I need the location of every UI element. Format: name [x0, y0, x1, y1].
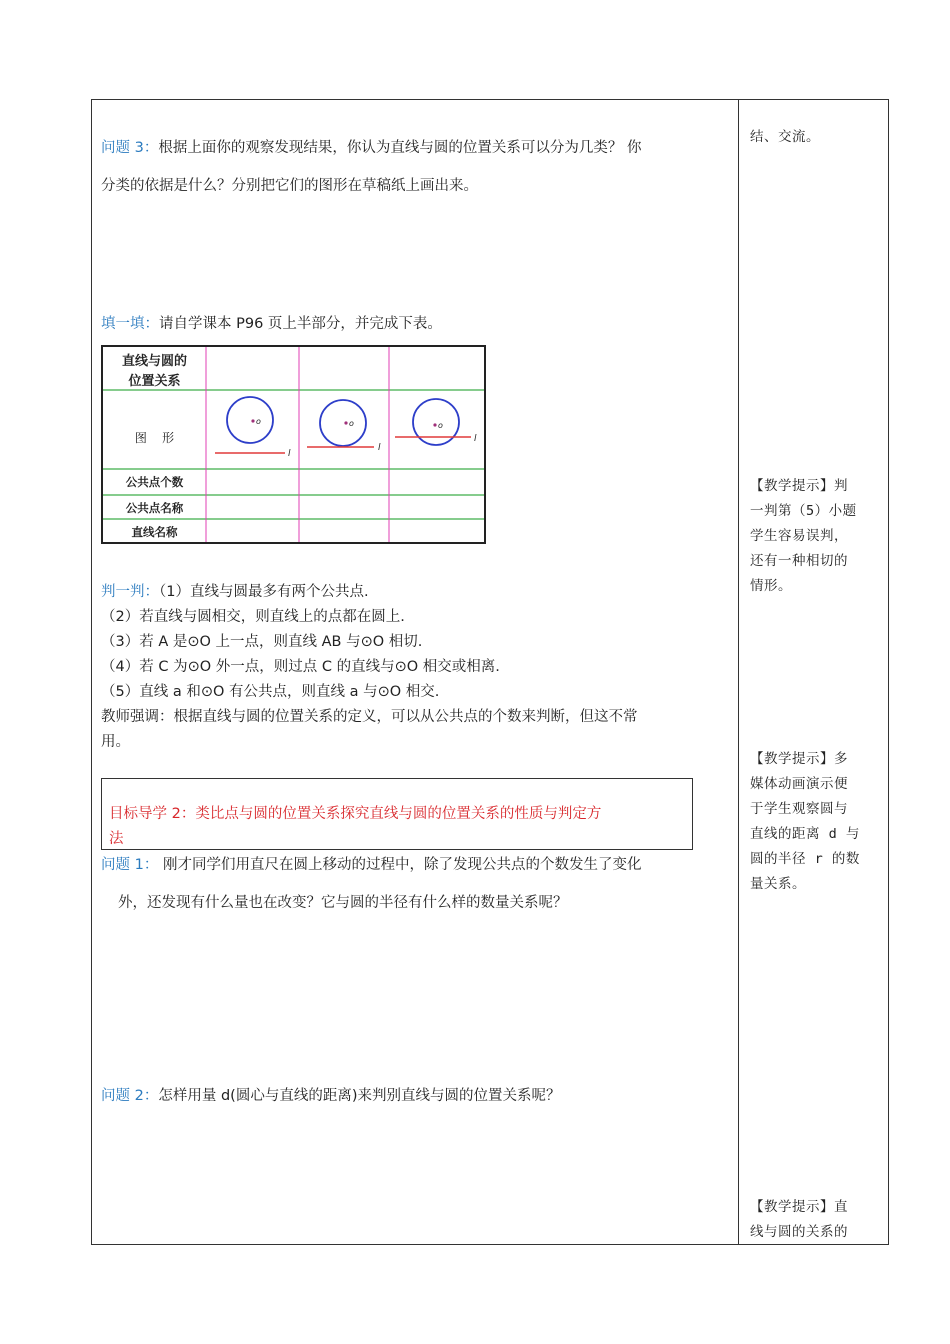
judge-item-4: （4）若 C 为⊙O 外一点，则过点 C 的直线与⊙O 相交或相离.	[101, 659, 500, 675]
table-row-point-name: 公共点名称	[125, 501, 184, 515]
judge-item-2: （2）若直线与圆相交，则直线上的点都在圆上.	[101, 609, 405, 625]
column-divider	[738, 99, 739, 1245]
question-3-line1: 根据上面你的观察发现结果，你认为直线与圆的位置关系可以分为几类？ 你	[158, 140, 642, 156]
question-1-label: 问题 1：	[101, 857, 159, 873]
figure-tangent	[307, 400, 381, 453]
side-teaching-tip-1: 【教学提示】判 一判第（5）小题 学生容易误判， 还有一种相切的 情形。	[750, 478, 857, 594]
table-row-line-name: 直线名称	[131, 525, 178, 539]
judge-item-5: （5）直线 a 和⊙O 有公共点，则直线 a 与⊙O 相交.	[101, 684, 440, 700]
question-2: 问题 2：怎样用量 d(圆心与直线的距离)来判别直线与圆的位置关系呢？	[101, 1088, 561, 1104]
position-relation-table	[101, 345, 486, 544]
figure-intersect	[395, 399, 477, 445]
svg-text:l: l	[378, 443, 381, 453]
judge-item-3: （3）若 A 是⊙O 上一点，则直线 AB 与⊙O 相切.	[101, 634, 423, 650]
fill-in-text: 请自学课本 P96 页上半部分，并完成下表。	[159, 316, 442, 332]
question-1-line2: 外，还发现有什么量也在改变？它与圆的半径有什么样的数量关系呢？	[118, 895, 568, 911]
teacher-emphasis-line1: 教师强调：根据直线与圆的位置关系的定义，可以从公共点的个数来判断，但这不常	[101, 709, 638, 725]
question-3-line2: 分类的依据是什么？分别把它们的图形在草稿纸上画出来。	[101, 178, 478, 194]
fill-in-instruction	[101, 314, 442, 334]
question-3-label: 问题 3：	[101, 140, 159, 156]
table-row-point-count: 公共点个数	[125, 475, 184, 489]
question-3	[101, 138, 641, 158]
side-teaching-tip-3: 【教学提示】直 线与圆的关系的	[750, 1199, 848, 1240]
judge-label: 判一判：	[101, 584, 159, 600]
question-2-label: 问题 2：	[101, 1088, 159, 1104]
side-note-discussion: 结、交流。	[750, 129, 820, 145]
goal-2-line1: 目标导学 2：类比点与圆的位置关系探究直线与圆的位置关系的性质与判定方	[109, 806, 602, 822]
svg-text:o: o	[438, 421, 443, 430]
table-header-line1: 直线与圆的	[121, 354, 187, 369]
svg-text:l: l	[288, 449, 291, 459]
table-header-line2: 位置关系	[128, 374, 181, 389]
goal-2-line2: 法	[109, 831, 124, 847]
svg-text:l: l	[474, 434, 477, 444]
question-1: 问题 1： 刚才同学们用直尺在圆上移动的过程中，除了发现公共点的个数发生了变化	[101, 857, 642, 873]
teacher-emphasis-line2: 用。	[101, 734, 130, 750]
fill-in-label: 填一填：	[101, 316, 159, 332]
svg-text:o: o	[256, 417, 261, 426]
judge-item-1: 判一判：（1）直线与圆最多有两个公共点.	[101, 584, 369, 600]
figure-separate	[215, 397, 291, 459]
side-teaching-tip-2: 【教学提示】多 媒体动画演示便 于学生观察圆与 直线的距离 d 与 圆的半径 r 的数 量关系。	[750, 751, 860, 892]
svg-text:o: o	[349, 419, 354, 428]
table-row-figure: 图 形	[134, 431, 175, 445]
